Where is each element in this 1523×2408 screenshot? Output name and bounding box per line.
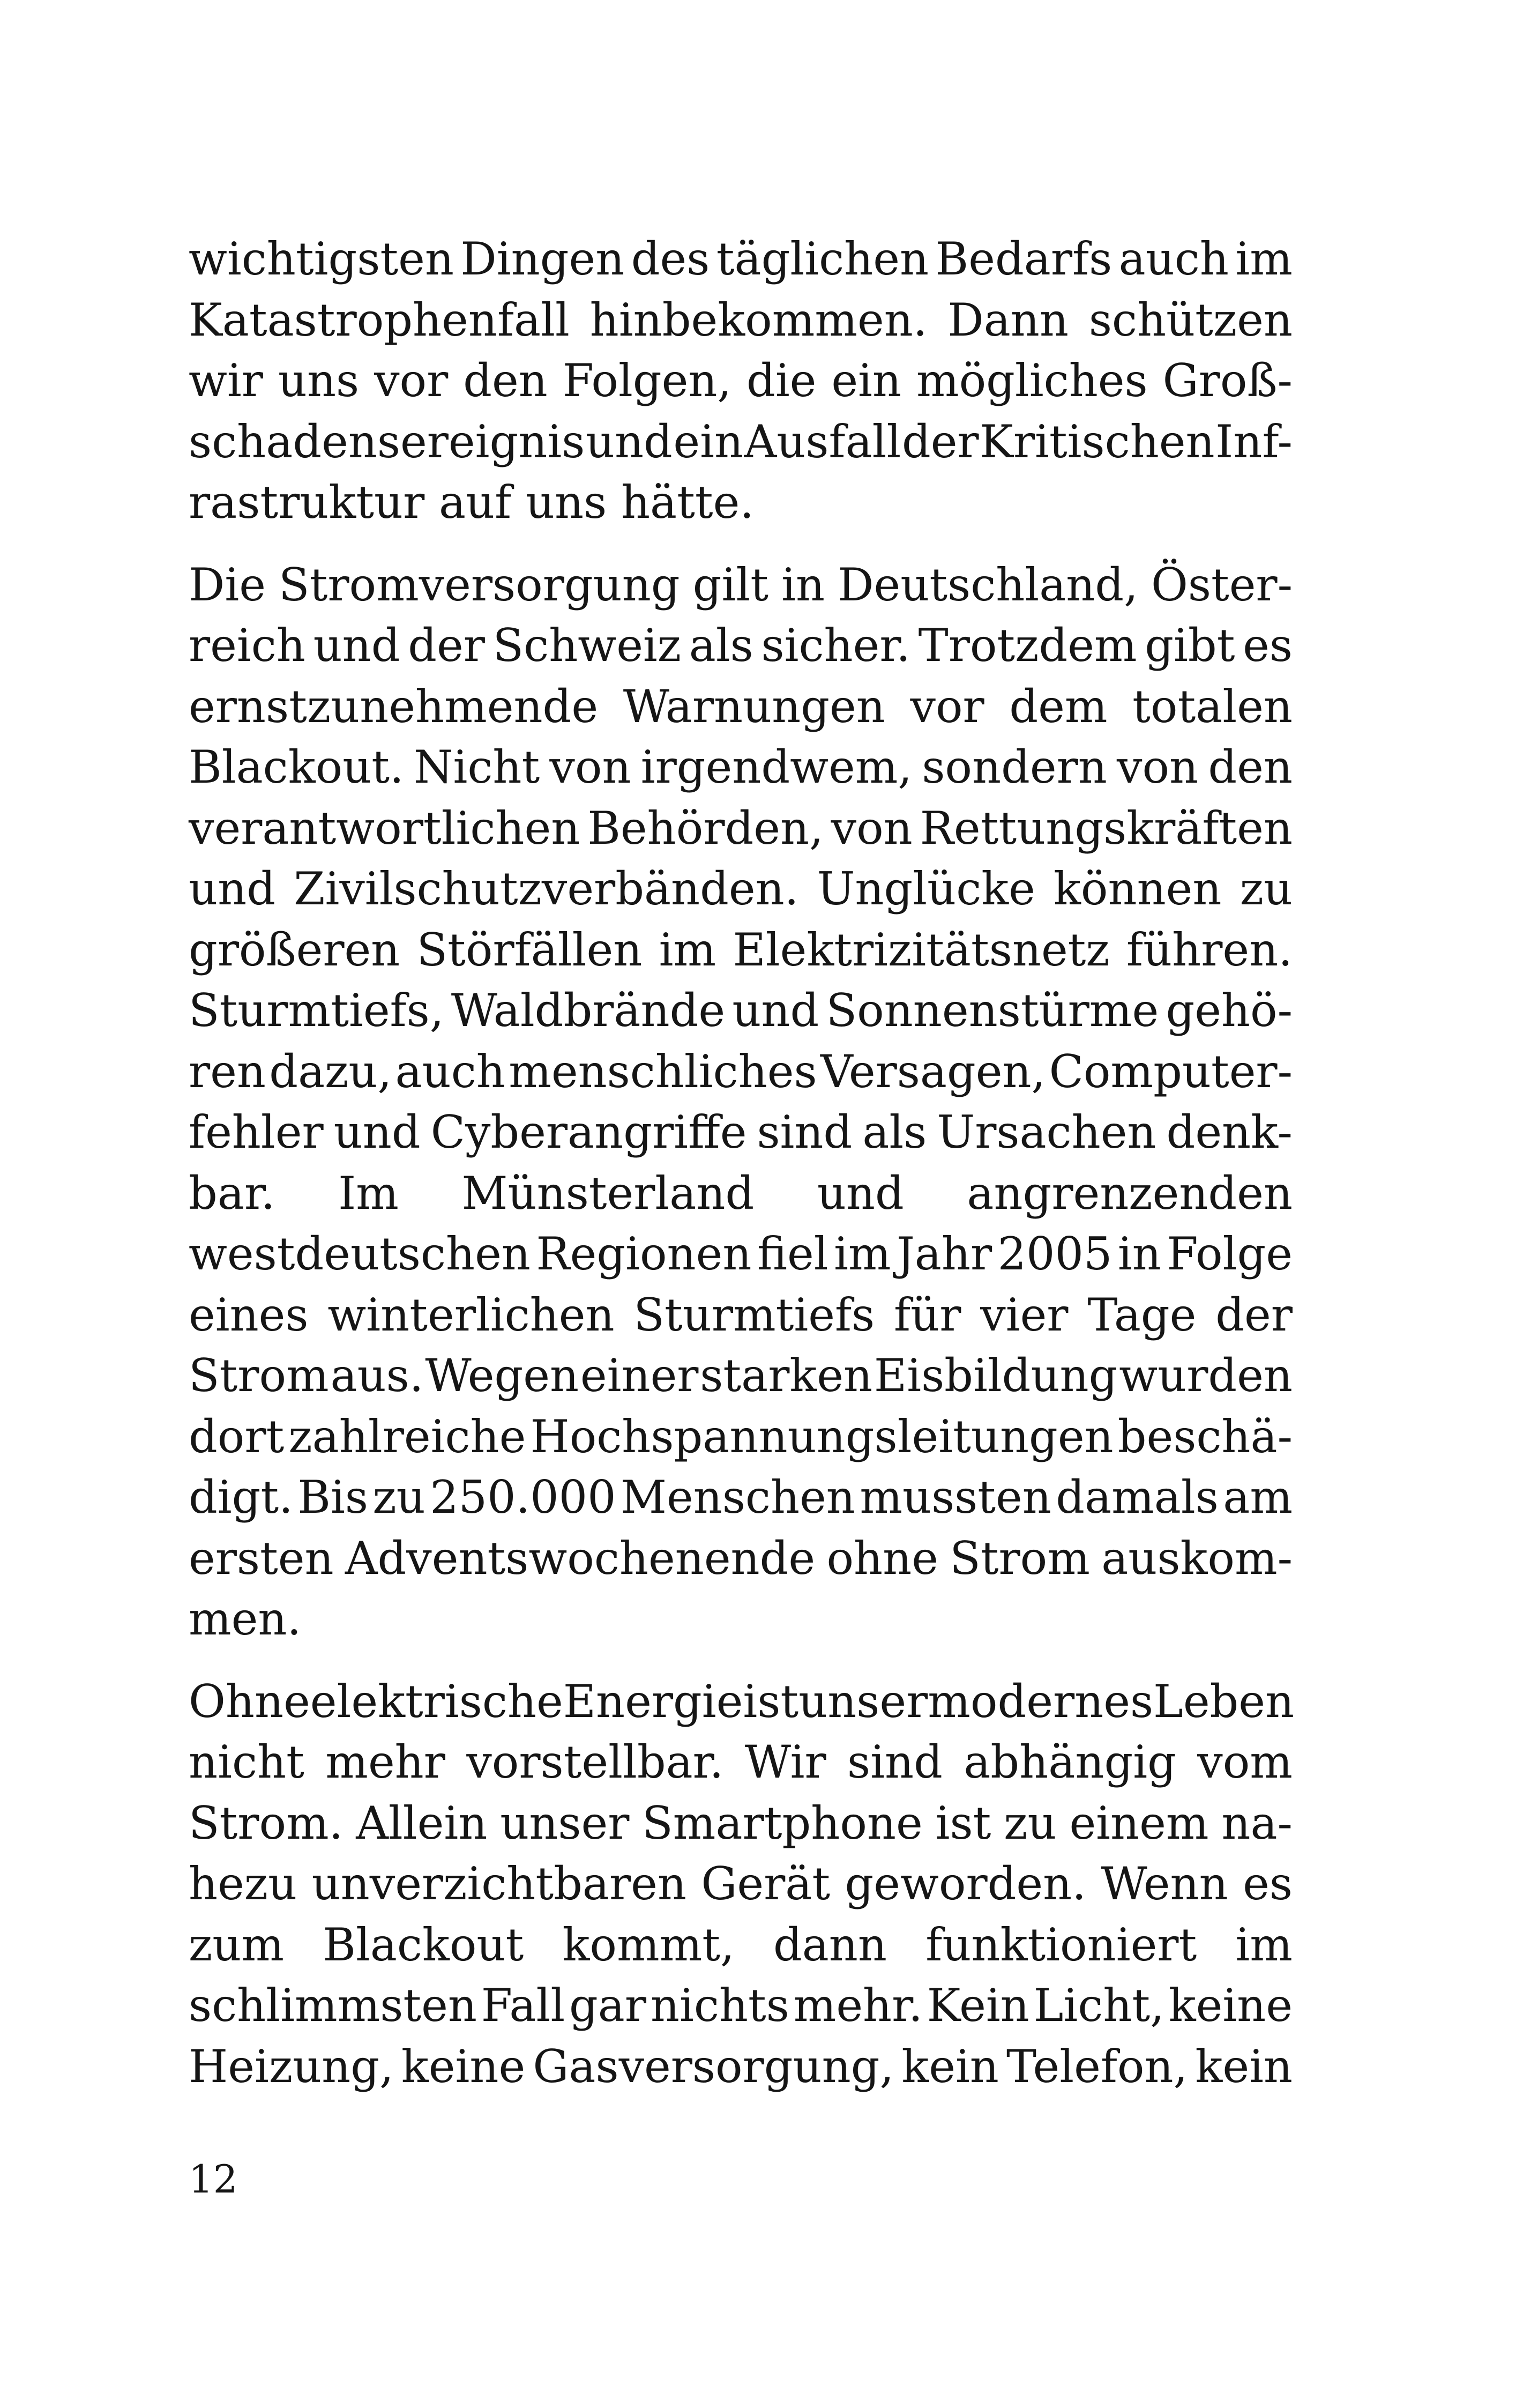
word: dazu, [269, 1045, 392, 1098]
word: der [1215, 1288, 1293, 1341]
text-line [189, 2037, 1293, 2098]
word: Behörden, [587, 801, 824, 854]
word: Regionen [536, 1228, 752, 1280]
word: es [1243, 619, 1293, 672]
word: Waldbrände [451, 984, 726, 1037]
word: führen. [1126, 923, 1293, 976]
text-line [189, 1975, 1293, 2037]
word: Folge [1167, 1228, 1293, 1280]
word: auch [395, 1045, 505, 1098]
word: wir [189, 354, 263, 407]
word: Inf- [1215, 415, 1293, 468]
word: Nicht [413, 741, 540, 793]
word: ersten [189, 1532, 334, 1585]
word: sind [757, 1106, 853, 1158]
word: Sonnenstürme [826, 984, 1159, 1037]
word: abhängig [964, 1736, 1176, 1788]
word: zu [1240, 863, 1293, 915]
text-line [189, 1793, 1293, 1854]
word: auskom- [1101, 1532, 1293, 1585]
word: von [831, 801, 913, 854]
word: Strom [950, 1532, 1090, 1585]
word: dort [189, 1410, 285, 1463]
word: Katastrophenfall [189, 293, 570, 346]
word: keine [401, 2040, 526, 2093]
paragraph-3 [189, 1671, 1293, 2098]
word: den [463, 354, 548, 407]
word: von [1117, 741, 1199, 793]
word: angrenzenden [967, 1166, 1293, 1220]
word: fehler [189, 1106, 324, 1158]
word: für [894, 1288, 961, 1341]
word: in [1117, 1228, 1161, 1280]
word: Allein [356, 1796, 488, 1849]
word: Bedarfs [935, 233, 1113, 285]
text-line [189, 920, 1293, 981]
word: Stromversorgung [279, 558, 680, 611]
word: des [631, 233, 710, 285]
word: unverzichtbaren [311, 1857, 686, 1910]
body-text [189, 229, 1293, 2097]
word: der [408, 619, 485, 672]
word: damals [1056, 1471, 1219, 1523]
word: mögliches [916, 354, 1148, 407]
word: täglichen [716, 233, 929, 285]
word: in [781, 558, 825, 611]
text-line [189, 1285, 1293, 1346]
text-line [189, 1467, 1293, 1528]
word: ohne [826, 1532, 938, 1585]
text-line [189, 798, 1293, 859]
word: Kritischen [980, 415, 1215, 468]
word: ren [189, 1045, 266, 1098]
word: gilt [692, 558, 768, 611]
text-line [189, 1346, 1293, 1407]
word: aus. [330, 1349, 424, 1402]
word: auch [1118, 233, 1229, 285]
text-line [189, 1042, 1293, 1103]
word: starken [700, 1349, 873, 1402]
text-line [189, 1854, 1293, 1915]
word: und [333, 1106, 421, 1158]
word: Jahr [897, 1228, 992, 1280]
word: zum [189, 1918, 285, 1971]
word: 250.000 [430, 1471, 616, 1523]
word: im [659, 923, 716, 976]
text-line [189, 980, 1293, 1042]
word: Ursachen [937, 1106, 1156, 1158]
word: gibt [1145, 619, 1235, 672]
text-line [189, 229, 1293, 290]
text-line [189, 1732, 1293, 1793]
word: digt. [189, 1471, 293, 1523]
word: Strom [189, 1349, 329, 1402]
word: Zivilschutzverbänden. [294, 863, 799, 915]
page-number: 12 [189, 2157, 238, 2202]
word: westdeutschen [189, 1228, 531, 1280]
word: Smartphone [642, 1796, 923, 1849]
word: und [189, 863, 275, 915]
text-line [189, 737, 1293, 798]
word: sondern [922, 741, 1107, 793]
word: Kein [927, 1979, 1029, 2032]
text-line [189, 1163, 1293, 1224]
word: funktioniert [925, 1918, 1197, 1971]
word: kein [901, 2040, 999, 2093]
word: Tage [1087, 1288, 1197, 1341]
word: Hochspannungsleitungen [530, 1410, 1114, 1463]
word: es [1243, 1857, 1293, 1910]
word: Die [189, 558, 266, 611]
word: Blackout. [189, 741, 404, 793]
text-line [189, 412, 1293, 473]
word: der [901, 415, 979, 468]
word: und [817, 1166, 904, 1220]
word: als [689, 619, 753, 672]
word: vier [980, 1288, 1069, 1341]
paragraph-1 [189, 229, 1293, 533]
word: dem [1009, 680, 1108, 733]
word: fiel [757, 1228, 828, 1280]
word: Telefon, [1006, 2040, 1188, 2093]
word: im [1235, 1918, 1293, 1971]
word: zu [372, 1471, 425, 1523]
text-line [189, 555, 1293, 616]
word: Ausfall [744, 415, 901, 468]
word: Sturmtiefs [633, 1288, 875, 1341]
word: und [313, 619, 400, 672]
word: mussten [860, 1471, 1051, 1523]
word: geworden. [845, 1857, 1086, 1910]
text-line [189, 1915, 1293, 1976]
word: Adventswochenende [345, 1532, 816, 1585]
word: eines [189, 1288, 309, 1341]
word: Wegen [425, 1349, 579, 1402]
text-line [189, 1224, 1293, 1285]
text-line [189, 1102, 1293, 1163]
word: irgendwem, [640, 741, 913, 793]
word: vorstellbar. [466, 1736, 724, 1788]
word: schadensereignis [189, 415, 585, 468]
word: Unglücke [817, 863, 1035, 915]
word: von [549, 741, 631, 793]
word: den [1208, 741, 1293, 793]
text-line [189, 859, 1293, 920]
paragraph-2 [189, 555, 1293, 1650]
word: zu [1004, 1796, 1057, 1849]
word: Gerät [701, 1857, 831, 1910]
word: hinbekommen. [589, 293, 928, 346]
word: einem [1069, 1796, 1209, 1849]
word: Heizung, [189, 2040, 394, 2093]
text-line [189, 1671, 1293, 1733]
word: Ohne [189, 1675, 310, 1728]
word: zahlreiche [288, 1410, 526, 1463]
word: können [1054, 863, 1222, 915]
word: Groß- [1162, 354, 1293, 407]
word: Wir [744, 1736, 826, 1788]
word: Strom. [189, 1796, 344, 1849]
word: die [746, 354, 817, 407]
word: reich [189, 619, 305, 672]
word: menschliches [509, 1045, 817, 1098]
word: und [585, 415, 673, 468]
word: modernes [928, 1675, 1154, 1728]
word: Elektrizitätsnetz [733, 923, 1110, 976]
word: elektrische [310, 1675, 563, 1728]
word: schützen [1088, 293, 1293, 346]
word: vom [1197, 1736, 1293, 1788]
word: Deutschland, [838, 558, 1138, 611]
word: Blackout [323, 1918, 524, 1971]
word: Öster- [1151, 558, 1293, 611]
text-line [189, 615, 1293, 677]
word: Schweiz [492, 619, 682, 672]
word: na- [1221, 1796, 1293, 1849]
word: sind [847, 1736, 943, 1788]
word: Eisbildung [874, 1349, 1118, 1402]
word: größeren [189, 923, 400, 976]
word: dann [773, 1918, 887, 1971]
word: vor [374, 354, 449, 407]
text-line: men. [189, 1593, 302, 1645]
text-line: rastruktur auf uns hätte. [189, 476, 755, 529]
word: mehr [325, 1736, 445, 1788]
word: einer [580, 1349, 699, 1402]
word: schlimmsten [189, 1979, 477, 2032]
word: Licht, [1033, 1979, 1164, 2032]
word: nicht [189, 1736, 304, 1788]
word: Sturmtiefs, [189, 984, 444, 1037]
word: im [834, 1228, 891, 1280]
word: Dann [947, 293, 1069, 346]
word: verantwortlichen [189, 801, 580, 854]
word: Leben [1153, 1675, 1295, 1728]
word: gar [569, 1979, 647, 2032]
word: unser [798, 1675, 928, 1728]
word: ist [935, 1796, 991, 1849]
word: und [732, 984, 819, 1037]
word: im [1235, 233, 1293, 285]
word: Münsterland [461, 1166, 755, 1220]
text-line [189, 1407, 1293, 1468]
word: uns [278, 354, 360, 407]
paragraph-spacer [189, 533, 1293, 555]
word: kein [1195, 2040, 1293, 2093]
word: wichtigsten [189, 233, 454, 285]
word: bar. [189, 1166, 275, 1220]
word: Rettungskräften [920, 801, 1293, 854]
word: ein [673, 415, 744, 468]
word: ernstzunehmende [189, 680, 599, 733]
word: Cyberangriffe [430, 1106, 747, 1158]
word: Dingen [460, 233, 625, 285]
paragraph-spacer [189, 1650, 1293, 1671]
word: ist [743, 1675, 799, 1728]
word: Wenn [1101, 1857, 1228, 1910]
word: totalen [1132, 680, 1293, 733]
word: Versagen, [820, 1045, 1046, 1098]
word: 2005 [997, 1228, 1113, 1280]
word: Menschen [621, 1471, 855, 1523]
text-line [189, 351, 1293, 412]
word: unser [500, 1796, 630, 1849]
word: Gasversorgung, [533, 2040, 894, 2093]
word: gehö- [1166, 984, 1293, 1037]
word: Folgen, [562, 354, 732, 407]
word: wurden [1119, 1349, 1293, 1402]
word: Bis [297, 1471, 368, 1523]
word: als [862, 1106, 927, 1158]
word: Im [338, 1166, 399, 1220]
text-line [189, 677, 1293, 738]
word: vor [910, 680, 984, 733]
word: Fall [481, 1979, 565, 2032]
word: beschä- [1117, 1410, 1293, 1463]
word: Computer- [1049, 1045, 1293, 1098]
word: kommt, [562, 1918, 735, 1971]
text-line [189, 290, 1293, 351]
word: nichts [650, 1979, 789, 2032]
word: keine [1168, 1979, 1293, 2032]
word: Warnungen [623, 680, 885, 733]
word: Störfällen [416, 923, 643, 976]
word: winterlichen [327, 1288, 615, 1341]
word: ein [831, 354, 902, 407]
word: Trotzdem [918, 619, 1137, 672]
word: sicher. [761, 619, 910, 672]
word: hezu [189, 1857, 297, 1910]
word: mehr. [793, 1979, 923, 2032]
text-line [189, 1528, 1293, 1589]
word: denk- [1166, 1106, 1293, 1158]
word: am [1223, 1471, 1293, 1523]
word: Energie [563, 1675, 743, 1728]
